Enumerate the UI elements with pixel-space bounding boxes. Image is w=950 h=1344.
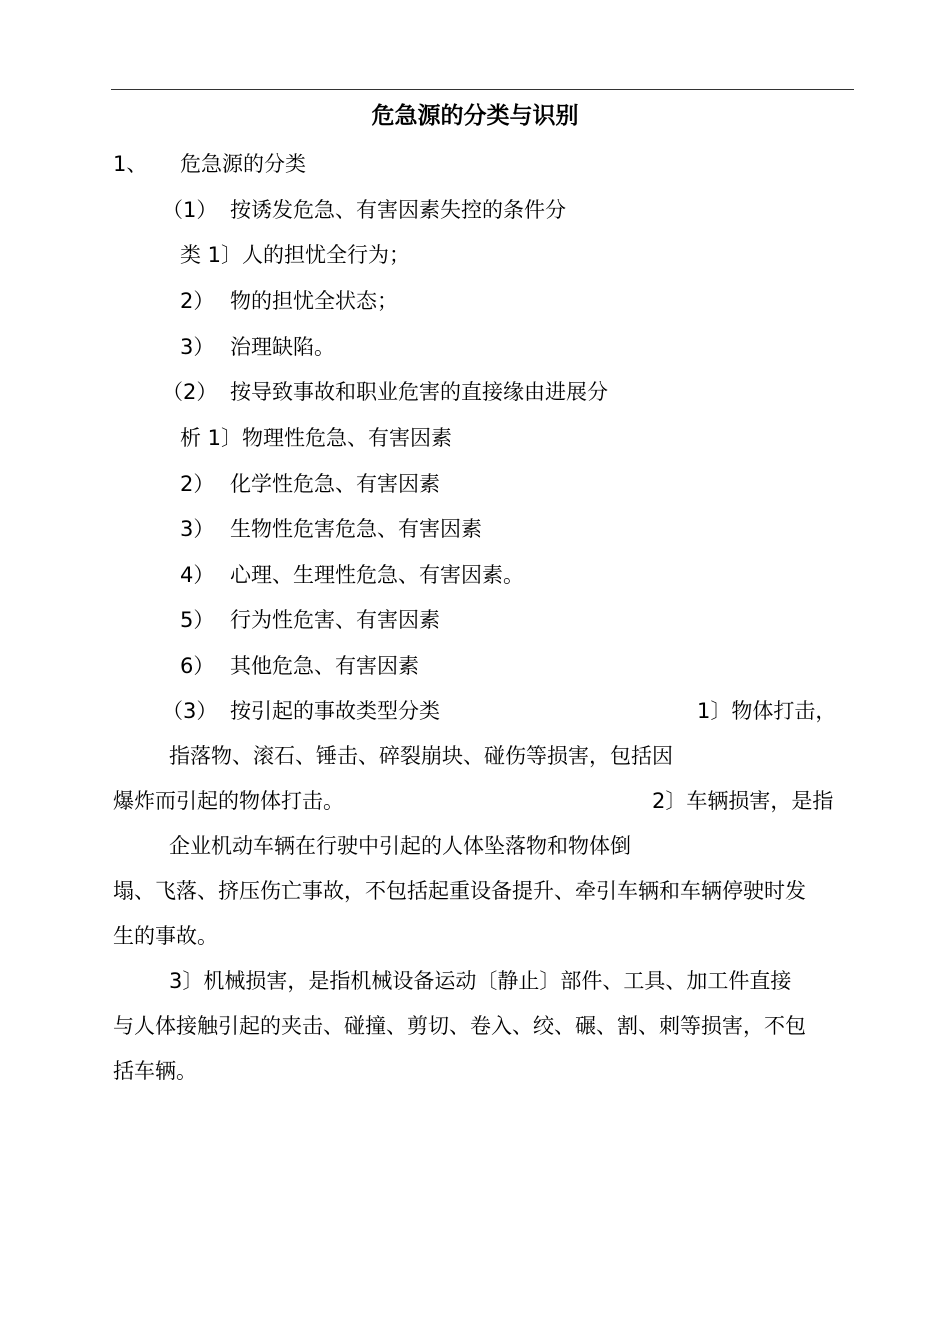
group-3-item-2-line-2: 企业机动车辆在行驶中引起的人体坠落物和物体倒 <box>169 834 631 858</box>
group-3-number: （3） <box>162 699 218 723</box>
group-3-item-1-line-3: 爆炸而引起的物体打击。 <box>113 789 344 813</box>
group-3-item-2-line-3: 塌、飞落、挤压伤亡事故，不包括起重设备提升、牵引车辆和车辆停驶时发 <box>113 879 806 903</box>
group-1-heading: 按诱发危急、有害因素失控的条件分 <box>230 198 566 222</box>
group-3-item-2-start: 2〕车辆损害，是指 <box>652 789 834 813</box>
header-rule <box>111 89 854 90</box>
group-1-continuation: 类 1〕人的担忧全行为； <box>180 243 411 267</box>
list-item-number: 2） <box>180 289 215 313</box>
section-1-heading: 危急源的分类 <box>180 152 306 176</box>
list-item-number: 3） <box>180 335 215 359</box>
list-item-text: 物的担忧全状态； <box>230 289 398 313</box>
list-item-text: 治理缺陷。 <box>230 335 335 359</box>
document-title: 危急源的分类与识别 <box>371 103 579 129</box>
list-item-number: 2） <box>180 472 215 496</box>
group-3-item-3-line-1: 3〕机械损害，是指机械设备运动〔静止〕部件、工具、加工件直接 <box>169 969 792 993</box>
group-2-number: （2） <box>162 380 218 404</box>
list-item-text: 生物性危害危急、有害因素 <box>230 517 482 541</box>
group-3-heading: 按引起的事故类型分类 <box>230 699 440 723</box>
group-3-item-3-line-2: 与人体接触引起的夹击、碰撞、剪切、卷入、绞、碾、割、刺等损害，不包 <box>113 1014 806 1038</box>
list-item-text: 心理、生理性危急、有害因素。 <box>230 563 524 587</box>
list-item-text: 行为性危害、有害因素 <box>230 608 440 632</box>
group-2-heading: 按导致事故和职业危害的直接缘由进展分 <box>230 380 608 404</box>
section-1-number: 1、 <box>113 152 148 176</box>
list-item-number: 3） <box>180 517 215 541</box>
group-3-item-1-line-2: 指落物、滚石、锤击、碎裂崩块、碰伤等损害，包括因 <box>169 744 673 768</box>
group-1-number: （1） <box>162 198 218 222</box>
group-2-continuation: 析 1〕物理性危急、有害因素 <box>180 426 453 450</box>
list-item-text: 其他危急、有害因素 <box>230 654 419 678</box>
group-3-item-1-start: 1〕物体打击， <box>697 699 837 723</box>
group-3-item-2-line-4: 生的事故。 <box>113 924 218 948</box>
list-item-number: 6） <box>180 654 215 678</box>
list-item-text: 化学性危急、有害因素 <box>230 472 440 496</box>
list-item-number: 5） <box>180 608 215 632</box>
list-item-number: 4） <box>180 563 215 587</box>
group-3-item-3-line-3: 括车辆。 <box>113 1059 197 1083</box>
